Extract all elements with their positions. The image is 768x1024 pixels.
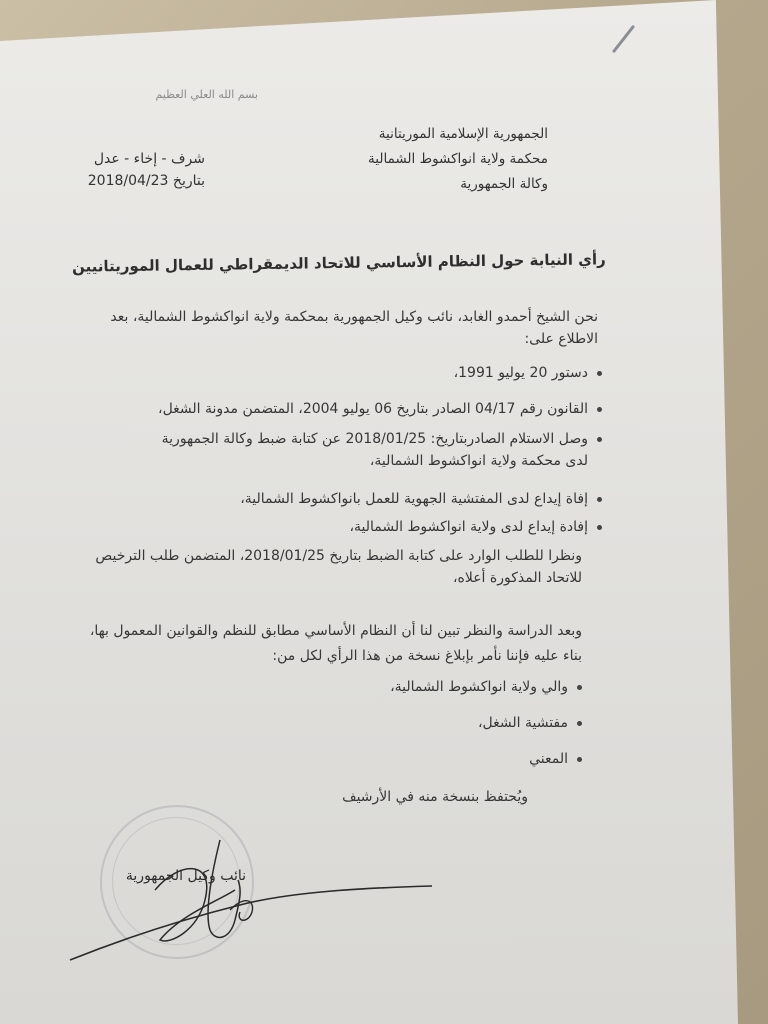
considering-paragraph: ونظرا للطلب الوارد على كتابة الضبط بتاريخ 2018/01/25، المتضمن طلب الترخيص للاتحاد المذكورة أعلاه،	[95, 548, 582, 586]
reference-list	[28, 488, 588, 510]
country-name: الجمهورية الإسلامية الموريتانية	[378, 126, 548, 142]
list-item: وصل الاستلام الصادربتاريخ: 2018/01/25 عن كتابة ضبط وكالة الجمهورية	[28, 428, 588, 450]
bullet-icon	[597, 497, 602, 502]
reference-list	[28, 362, 588, 384]
document-date: بتاريخ 2018/04/23	[87, 173, 205, 189]
finding-paragraph: وبعد الدراسة والنظر تبين لنا أن النظام الأساسي مطابق للنظم والقوانين المعمول بها،	[89, 623, 582, 639]
list-item-continuation: لدى محكمة ولاية انواكشوط الشمالية،	[369, 453, 588, 469]
list-item: إفاة إيداع لدى المفتشية الجهوية للعمل بانواكشوط الشمالية،	[28, 488, 588, 510]
bullet-icon	[577, 685, 582, 690]
bullet-icon	[597, 525, 602, 530]
motto-date-block	[70, 148, 205, 192]
list-item: إفادة إيداع لدى ولاية انواكشوط الشمالية،	[28, 516, 588, 538]
court-name: محكمة ولاية انواكشوط الشمالية	[368, 151, 548, 167]
list-item: والي ولاية انواكشوط الشمالية،	[8, 676, 568, 698]
signature-label: نائب وكيل الجمهورية	[125, 868, 246, 884]
bullet-icon	[577, 721, 582, 726]
bullet-icon	[597, 371, 602, 376]
authority-block	[368, 122, 548, 197]
list-item: دستور 20 يوليو 1991،	[28, 362, 588, 384]
basmala: بسم الله العلي العظيم	[155, 88, 258, 101]
intro-line: الاطلاع على:	[524, 331, 598, 347]
reference-list	[28, 398, 588, 420]
motto: شرف - إخاء - عدل	[93, 151, 205, 167]
agency-name: وكالة الجمهورية	[460, 176, 548, 192]
recipient-list	[8, 712, 568, 734]
order-paragraph: بناء عليه فإننا نأمر بإبلاغ نسخة من هذا الرأي لكل من:	[272, 648, 582, 664]
list-item: مفتشية الشغل،	[8, 712, 568, 734]
list-item: المعني	[8, 748, 568, 770]
document-title: رأي النيابة حول النظام الأساسي للاتحاد الديمقراطي للعمال الموريتانيين	[72, 250, 607, 276]
reference-list	[28, 428, 588, 472]
recipient-list	[8, 748, 568, 770]
intro-paragraph	[110, 306, 598, 350]
reference-list	[28, 516, 588, 538]
intro-line: نحن الشيخ أحمدو الغابد، نائب وكيل الجمهورية بمحكمة ولاية انواكشوط الشمالية، بعد	[110, 309, 598, 325]
bullet-icon	[597, 437, 602, 442]
bullet-icon	[577, 757, 582, 762]
recipient-list	[8, 676, 568, 698]
archive-note: ويُحتفظ بنسخة منه في الأرشيف	[342, 789, 528, 805]
bullet-icon	[597, 407, 602, 412]
list-item: القانون رقم 04/17 الصادر بتاريخ 06 يوليو 2004، المتضمن مدونة الشغل،	[28, 398, 588, 420]
signature-icon	[60, 820, 440, 970]
